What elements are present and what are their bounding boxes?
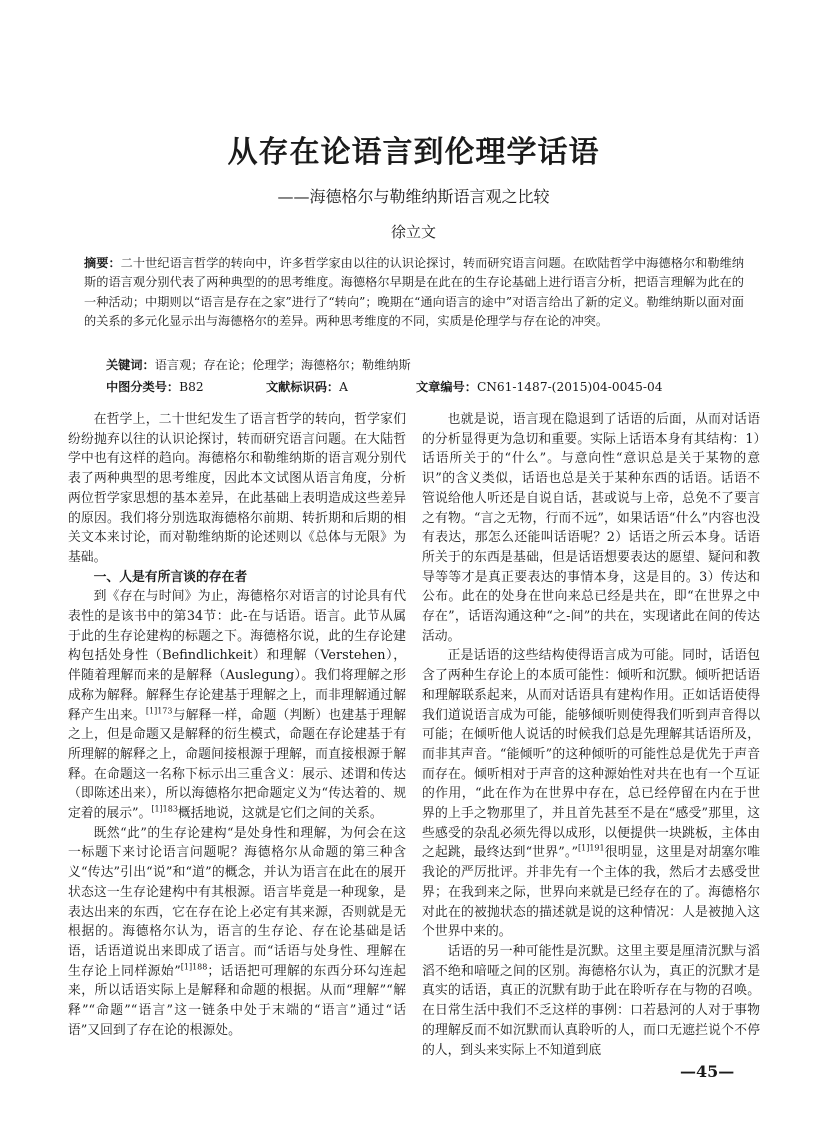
abstract-label: 摘要：: [84, 256, 121, 270]
article-number: [416, 378, 662, 397]
author-name: 徐立文: [390, 223, 436, 241]
citation-1: [1]173: [145, 706, 173, 716]
article-subtitle: ——海德格尔与勒维纳斯语言观之比较: [277, 187, 550, 206]
right-paragraph-2a: 正是话语的这些结构使得语言成为可能。同时，话语包含了两种生存论上的本质可能性：倾听和沉默。倾听把话语和理解联系起来，从而对话语具有建构作用。正如话语使得我们道说语言成为可能，能够倾听则使得我们听到声音得以可能；在倾听他人说话的时候我们总是先理解其话语所及，而非其声音。“能倾听”的这种倾听的可能性总是优先于声音而存在。倾听相对于声音的这种源始性对共在也有一个互证的作用，“此在作为在世界中存在，总已经停留在内在于世界的上手之物那里了，并且首先甚至不是在“感受”那里，这些感受的杂乱必须先得以成形，以便提供一块跳板，主体由之起跳，最终达到“世界”。”: [422, 648, 760, 861]
citation-4: [1]191: [577, 844, 605, 854]
left-paragraph-2b: 与解释一样，命题（判断）也建基于理解之上，但是命题又是解释的衍生模式，命题在存论建基于有所理解的解释之上，命题间接根源于理解，而直接根源于解释。在命题这一名称下标示出三重含义：展示、述谓和传达（即陈述出来），所以海德格尔把命题定义为“传达着的、规定着的展示”。: [68, 707, 407, 822]
doc-value: A: [339, 380, 348, 394]
clc-number: [106, 378, 266, 397]
right-paragraph-2b: 很明显，这里是对胡塞尔唯我论的严厉批评。并非先有一个主体的我，然后才去感受世界；在我到来之际，世界向来就是已经存在的了。海德格尔对此在的被抛状态的描述就是说的这种情况：人是被抛入这个世界中来的。: [422, 845, 760, 940]
left-paragraph-3: [68, 824, 406, 1041]
art-label: 文章编号：: [416, 380, 477, 394]
keywords-text: 语言观；存在论；伦理学；海德格尔；勒维纳斯: [154, 358, 411, 372]
doc-label: 文献标识码：: [266, 380, 340, 394]
doc-code: [266, 378, 416, 397]
abstract-text: 二十世纪语言哲学的转向中，许多哲学家由以往的认识论探讨，转而研究语言问题。在欧陆哲学中海德格尔和勒维纳斯的语言观分别代表了两种典型的的思考维度。海德格尔早期是在此在的生存论基础上进行语言分析，把语言理解为此在的一种活动；中期则以“语言是存在之家”进行了“转向”；晚期在“通向语言的途中”对语言给出了新的定义。勒维纳斯以面对面的关系的多元化显示出与海德格尔的差异。两种思考维度的不同，实质是伦理学与存在论的冲突。: [84, 256, 745, 329]
left-paragraph-3b: ；话语把可理解的东西分环勾连起来，所以话语实际上是解释和命题的根据。从而“理解”“解释”“命题”“语言”这一链条中处于末端的“语言”通过“话语”又回到了存在论的根源处。: [68, 963, 407, 1038]
left-paragraph-2: [68, 587, 406, 823]
citation-3: [1]188: [180, 962, 208, 972]
classification-line: [106, 378, 746, 397]
left-paragraph-3a: 既然“此”的生存论建构“是处身性和理解，为何会在这一标题下来讨论语言问题呢？海德格尔从命题的第三种含义“传达”引出“说”和“道”的概念，并认为语言在此在的展开状态这一生存论建构中有其根源。语言毕竟是一种现象，是表达出来的东西，它在存在论上必定有其来源，否则就是无根据的。海德格尔认为，语言的生存论、存在论基础是话语，话语道说出来即成了语言。而“话语与处身性、理解在生存论上同样源始”: [68, 825, 406, 979]
abstract: [84, 254, 744, 332]
left-paragraph-2a: 到《存在与时间》为止，海德格尔对语言的讨论具有代表性的是该书中的第34节：此-在与话语。语言。此节从属于此的生存论建构的标题之下。海德格尔说，此的生存论建构包括处身性（Befindlichkeit）和理解（Verstehen），伴随着理解而来的是解释（Auslegung）。我们将理解之形成称为解释。解释生存论建基于理解之上，而非理解通过解释产生出来。: [68, 589, 406, 723]
clc-label: 中图分类号：: [106, 380, 180, 394]
right-paragraph-3: 话语的另一种可能性是沉默。这里主要是厘清沉默与滔滔不绝和喑哑之间的区别。海德格尔认为，真正的沉默才是真实的话语，真正的沉默有助于此在聆听存在与物的召唤。在日常生活中我们不乏这样的事例：口若悬河的人对于事物的理解反而不如沉默而认真聆听的人，而口无遮拦说个不停的人，到头来实际上不知道到底: [422, 943, 760, 1058]
keywords-label: 关键词：: [106, 358, 155, 372]
article-title: 从存在论语言到伦理学话语: [227, 135, 600, 170]
left-paragraph-2c: 概括地说，这就是它们之间的关系。: [177, 806, 383, 822]
right-column: [422, 410, 760, 1060]
section-heading-1: 一、人是有所言谈的存在者: [93, 569, 248, 585]
left-paragraph-1: 在哲学上，二十世纪发生了语言哲学的转向，哲学家们纷纷抛弃以往的认识论探讨，转而研究语言问题。在大陆哲学中也有这样的趋向。海德格尔和勒维纳斯的语言观分别代表了两种典型的思考维度，因此本文试图从语言角度，分析两位哲学家思想的基本差异，在此基础上表明造成这些差异的原因。我们将分别选取海德格尔前期、转折期和后期的相关文本来讨论，而对勒维纳斯的论述则以《总体与无限》为基础。: [68, 412, 406, 565]
citation-2: [1]183: [151, 804, 178, 814]
right-paragraph-1: 也就是说，语言现在隐退到了话语的后面，从而对话语的分析显得更为急切和重要。实际上话语本身有其结构：1）话语所关于的“什么”。与意向性“意识总是关于某物的意识”的含义类似，话语也总是关于某种东西的话语。话语不管说给他人听还是自说自话，甚或说与上帝，总免不了要言之有物。“言之无物，行而不远”，如果话语“什么”内容也没有表达，那怎么还能叫话语呢？2）话语之所云本身。话语所关于的东西是基础，但是话语想要表达的愿望、疑问和教导等等才是真正要表达的事情本身，这是目的。3）传达和公布。此在的处身在世向来总已经是共在，即“在世界之中存在”，话语沟通这种“之-间”的共在，实现诸此在间的传达活动。: [422, 412, 760, 644]
page-number: —45—: [680, 1062, 735, 1081]
right-paragraph-2: [422, 646, 760, 942]
keywords: [106, 356, 746, 375]
left-column: [68, 410, 406, 1041]
clc-value: B82: [179, 380, 204, 394]
art-value: CN61-1487-(2015)04-0045-04: [476, 380, 663, 394]
